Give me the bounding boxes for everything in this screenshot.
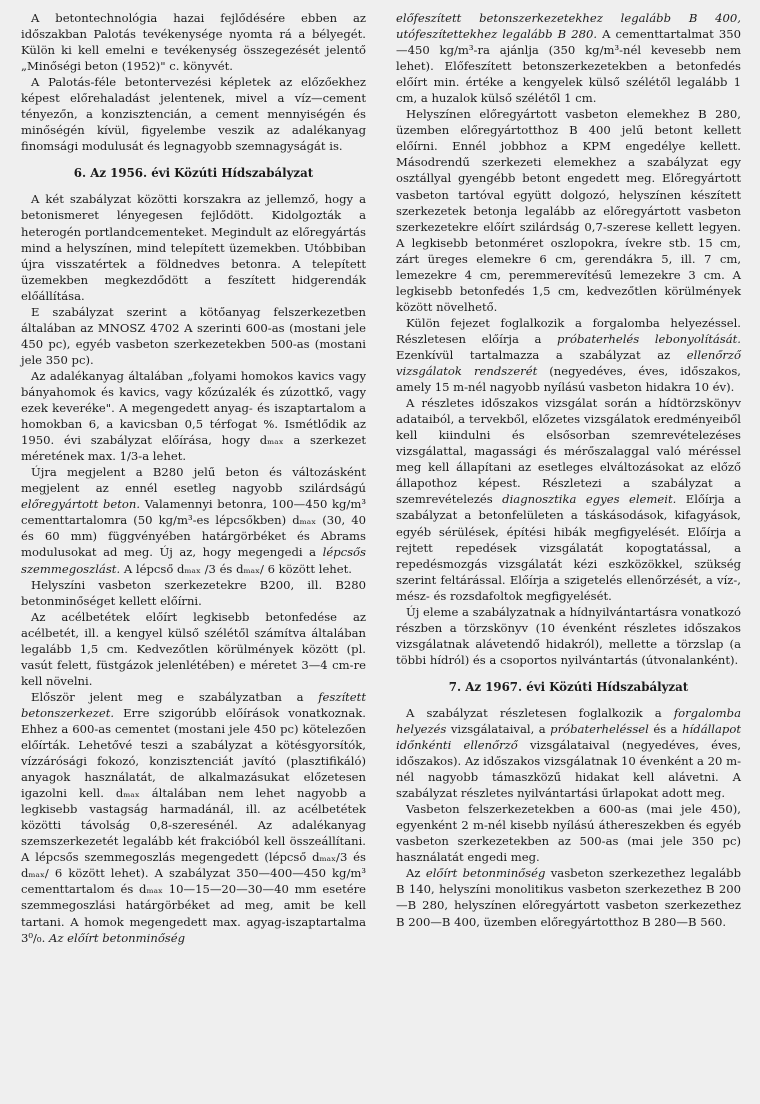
emphasis: ellenőrző vizsgálatok rendszerét: [396, 347, 741, 379]
paragraph: [396, 10, 741, 106]
text-run: Előírja a szabályzat a betonfelületen a táskásodások, kifagyások, egyéb sérülések, építési hibák megfigyelését. Előírja a rejtett repedések vizsgálatát kopogtatással, a repedésmozgás vizsgálatát kézi eszközökkel, szükség szerint feltárással. Előírja a szigetelés ellenőrzését, a víz-, mész- és rozsdafoltok megfigyelését.: [396, 492, 741, 603]
emphasis: próbaterhelés lebonyolítását.: [557, 331, 741, 346]
emphasis: Az előírt betonminőség: [48, 930, 186, 945]
emphasis: előírt betonminőség: [425, 866, 546, 881]
paragraph: A betontechnológia hazai fejlődésére ebben az időszakban Palotás tevékenysége nyomta rá a bélyegét. Külön ki kell emelni e tevékenység összegezését jelentő „Minőségi beton (1952)" c. könyvét.: [21, 11, 366, 74]
emphasis: diagnosztika egyes elemeit.: [502, 492, 677, 507]
paragraph: [396, 315, 741, 395]
text-run: Az: [406, 866, 426, 881]
paragraph: Vasbeton felszerkezetekben a 600-as (mai jele 450), egyenként 2 m-nél kisebb nyílású áthereszekben és egyéb vasbeton szerkezetekben az 500-as (mai jele 350 pc) használatát engedi meg.: [396, 802, 741, 865]
text-run: Először jelent meg e szabályzatban a: [31, 689, 319, 704]
section-heading-1956: 6. Az 1956. évi Közúti Hídszabályzat: [73, 166, 314, 181]
emphasis: próbaterheléssel: [550, 721, 649, 736]
text-run: Külön fejezet foglalkozik a forgalomba helyezéssel. Részletesen előírja a: [396, 315, 741, 346]
emphasis: hídállapot időnkénti ellenőrző: [396, 721, 741, 753]
right-text-column: [396, 10, 741, 930]
text-run: Erre szigorúbb előírások vonatkoznak. Ehhez a 600-as cementet (mostani jele 450 pc) kötelezően előírták. Lehetővé teszi a szabályzat a kötésgyorsítók, vízzárósági fokozó, konzisztenciát javító (plasztifikáló) anyagok használatát, de alkalmazásukat előzetesen igazolni kell. dₘₐₓ általában nem lehet nagyobb a legkisebb vastagság harmadánál, ill. az acélbetétek közötti távolság 0,8-szeresénél. Az adalékanyag szemszerkezetét legalább két frakcióból kell összeállítani. A lépcsős szemmegoszlás megengedett (lépcső dₘₐₓ/3 és dₘₐₓ/ 6 között lehet). A szabályzat 350—400—450 kg/m³ cementtartalom és dₘₐₓ 10—15—20—30—40 mm esetére szemmegoszlási határgörbéket ad meg, amit be kell tartani. A homok megengedett max. agyag-iszaptartalma 3⁰/₀.: [21, 705, 366, 945]
text-run: és a: [648, 721, 683, 736]
text-run: Újra megjelent a B280 jelű beton és változásként megjelent az ennél esetleg nagyobb szilárdságú: [21, 465, 366, 496]
paragraph: Az acélbetétek előírt legkisebb betonfedése az acélbetét, ill. a kengyel külső szélétől számítva általában legalább 1,5 cm. Kedvezőtlen körülmények között (pl. vasút felett, füstgázok jelenlétében) e méretet 3—4 cm-re kell növelni.: [21, 609, 366, 688]
emphasis: előfeszített betonszerkezetekhez legalább B 400, utófeszítettekhez legalább B 280.: [396, 11, 741, 42]
text-run: A részletes időszakos vizsgálat során a hídtörzskönyv adataiból, a tervekből, előzetes vizsgálatok eredményeiből kell kiindulni és elsősorban szemrevételezéses vizsgálattal, magassági és mérőszalaggal való méréssel meg kell állapítani az esetleges elváltozásokat az előző állapothoz képest. Részletezi a szabályzat a szemrevételezés: [396, 396, 741, 507]
text-run: vasbeton szerkezethez legalább B 140, helyszíni monolitikus vasbeton szerkezethez B 200—B 280, helyszínen előregyártott vasbeton szerkezethez B 200—B 400, üzemben előregyártotthoz B 280—B 560.: [396, 866, 742, 929]
paragraph: Az adalékanyag általában „folyami homokos kavics vagy bányahomok és kavics, vagy kőzúzalék és zúzottkő, vagy ezek keveréke". A megengedett anyag- és iszaptartalom a homokban 6, a kavicsban 0,5 térfogat %. Ismétlődik az 1950. évi szabályzat előírása, hogy dₘₐₓ a szerkezet méretének max. 1/3-a lehet.: [21, 368, 366, 464]
emphasis: forgalomba helyezés: [396, 705, 741, 736]
paragraph: Helyszíni vasbeton szerkezetekre B200, ill. B280 betonminőséget kellett előírni.: [21, 577, 366, 608]
text-run: (negyedéves, éves, időszakos, amely 15 m-nél nagyobb nyílású vasbeton hidakra 10 év).: [396, 364, 741, 395]
text-run: vizsgálataival, a: [446, 721, 551, 736]
section-heading-1967: 7. Az 1967. évi Közúti Hídszabályzat: [448, 679, 689, 694]
text-run: A lépcső dₘₐₓ /3 és dₘₐₓ/ 6 között lehet.: [120, 561, 352, 576]
paragraph: [396, 865, 741, 929]
text-run: A szabályzat részletesen foglalkozik a: [406, 705, 674, 720]
paragraph: [396, 395, 741, 604]
paragraph: E szabályzat szerint a kötőanyag felszerkezetben általában az MNOSZ 4702 A szerinti 600-as (mostani jele 450 pc), egyéb vasbeton szerkezetekben 500-as (mostani jele 350 pc).: [21, 304, 366, 367]
paragraph: Új eleme a szabályzatnak a hídnyilvántartásra vonatkozó részben a törzskönyv (10 évenként részletes időszakos vizsgálatnak alávetendő hidakról), mellette a törzslap (a többi hídról) és a csoportos nyilvántartás (útvonalanként).: [396, 604, 741, 667]
paragraph: [396, 705, 741, 801]
text-run: Ezenkívül tartalmazza a szabályzat az: [396, 347, 687, 362]
text-run: Valamennyi betonra, 100—450 kg/m³ cementtartalomra (50 kg/m³-es lépcsőkben) dₘₐₓ (30, 40 és 60 mm) függvényében határgörbéket és Abrams modulusokat ad meg. Új az, hogy megengedi a: [21, 497, 366, 560]
text-run: vizsgálataival (negyedéves, éves, időszakos). Az időszakos vizsgálatnak 10 évenként a 20 m-nél nagyobb támaszközű hidakat kell alávetni. A szabályzat részletes nyilvántartási űrlapokat adott meg.: [396, 738, 741, 801]
paragraph: [21, 689, 366, 946]
paragraph: Helyszínen előregyártott vasbeton elemekhez B 280, üzemben előregyártotthoz B 400 jelű betont kellett előírni. Ennél jobbhoz a KPM engedélye kellett. Másodrendű szerkezeti elemekhez a szabályzat egy osztállyal gyengébb betont engedett meg. Előregyártott vasbeton tartóval együtt dolgozó, helyszínen készített szerkezetek betonja legalább az előregyártott vasbeton szerkezetekre előírt szilárdság 0,7-szerese kellett legyen. A legkisebb betonméret oszlopokra, ívekre stb. 15 cm, zárt üreges elemekre 6 cm, gerendákra 5, ill. 7 cm, lemezekre 4 cm, peremmerevítésű lemezekre 3 cm. A legkisebb betonfedés 1,5 cm, kedvezőtlen körülmények között növelhető.: [396, 107, 741, 314]
paragraph: [21, 464, 366, 576]
paragraph: A Palotás-féle betontervezési képletek az előzőekhez képest előrehaladást jelentenek, mivel a víz—cement tényezőn, a konzisztencián, a cement mennyiségén és minőségén kívül, figyelembe veszik az adalékanyag finomsági modulusát és legnagyobb szemnagyságát is.: [21, 75, 366, 154]
left-text-column: [21, 10, 366, 946]
emphasis: előregyártott beton.: [21, 497, 141, 512]
emphasis: lépcsős szemmegoszlást.: [21, 545, 366, 576]
text-run: A cementtartalmat 350—450 kg/m³-ra ajánlja (350 kg/m³-nél kevesebb nem lehet). Előfeszített betonszerkezetekben a betonfedés előírt min. értéke a kengyelek külső szélétől legalább 1 cm, a huzalok külső szélétől 1 cm.: [396, 27, 741, 106]
paragraph: A két szabályzat közötti korszakra az jellemző, hogy a betonismeret lényegesen fejlődött. Kidolgozták a heterogén portlandcementeket. Megindult az előregyártás mind a helyszínen, mind telepített üzemekben. Utóbbiban újra visszatértek a földnedves betonra. A telepített üzemekben megkezdődött a feszített hidgerendák előállítása.: [21, 192, 366, 303]
emphasis: feszített betonszerkezet.: [21, 689, 366, 720]
